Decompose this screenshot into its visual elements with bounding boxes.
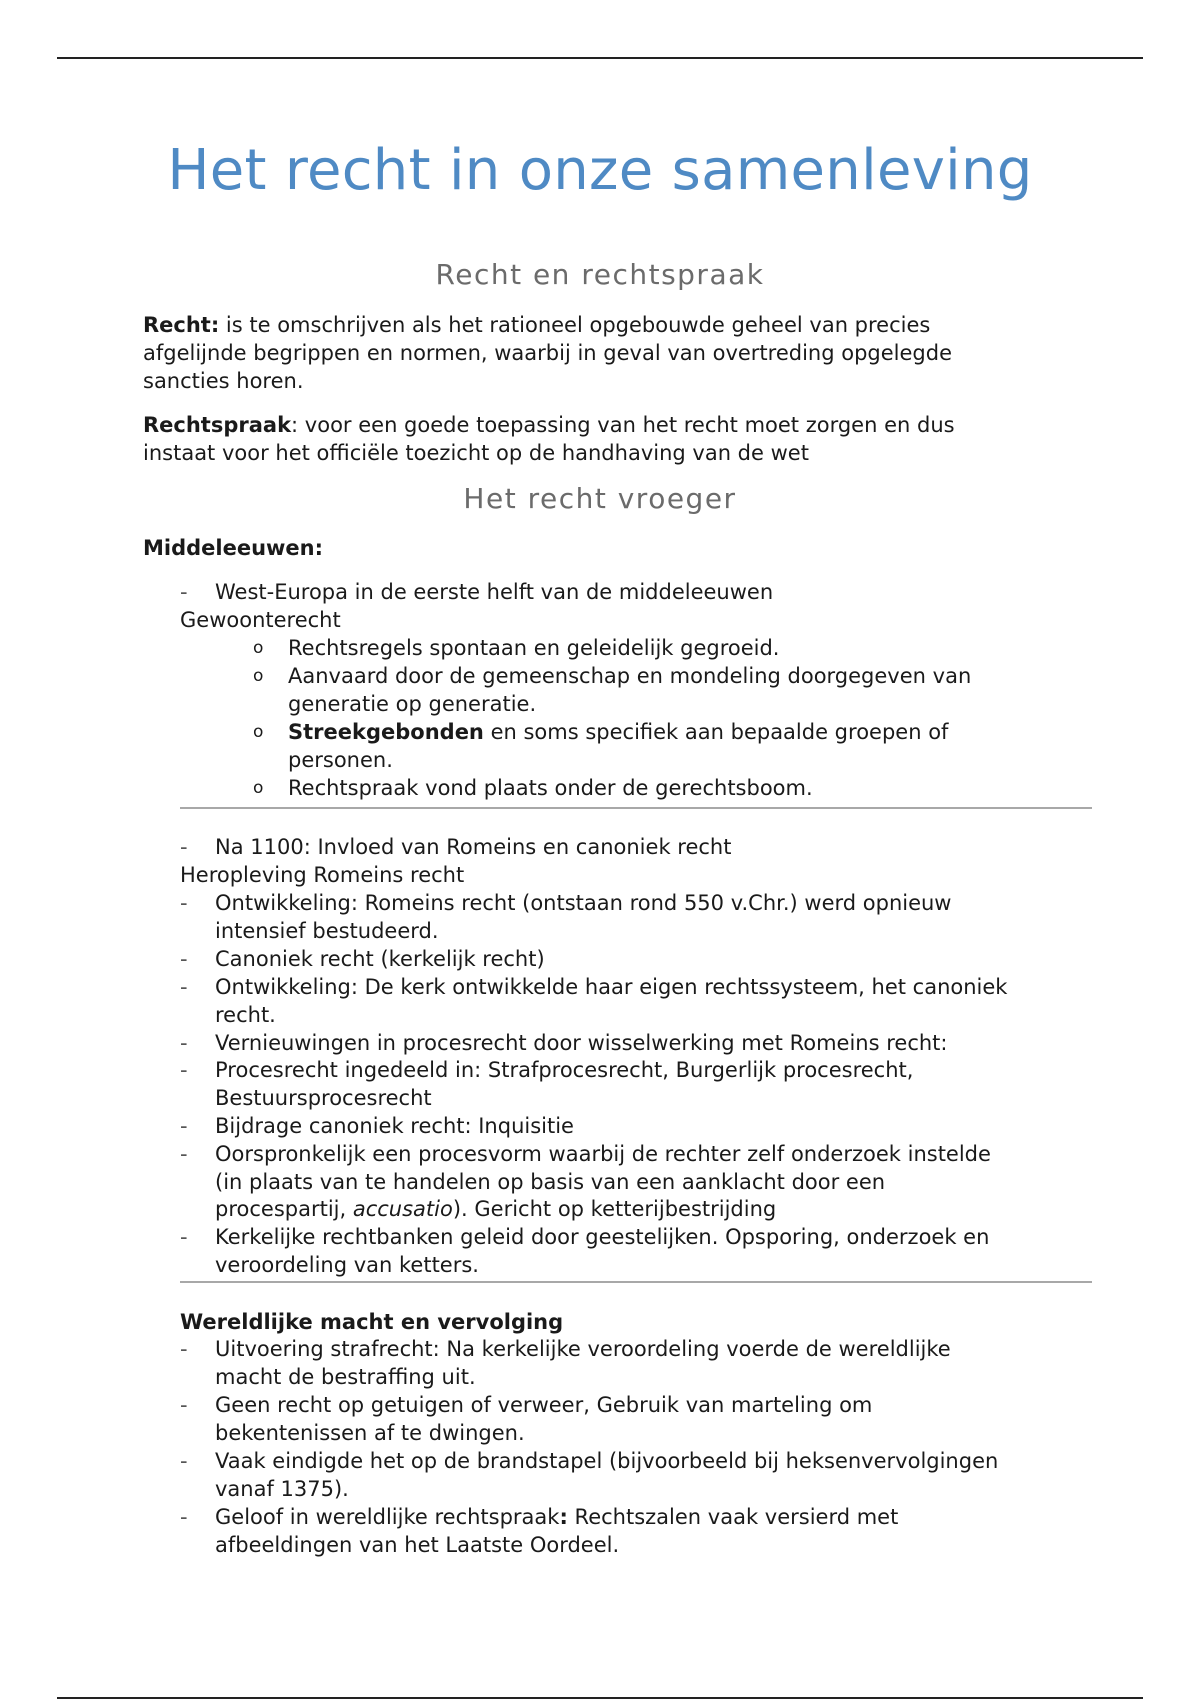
dash-marker: -: [180, 1225, 188, 1249]
list-item: Bijdrage canoniek recht: Inquisitie: [215, 1114, 574, 1138]
recht-term: Recht:: [143, 313, 220, 337]
list-item: Procesrecht ingedeeld in: Strafprocesrecht, Burgerlijk procesrecht,: [215, 1058, 914, 1082]
dash-marker: -: [180, 1337, 188, 1361]
list-item: Oorspronkelijk een procesvorm waarbij de rechter zelf onderzoek instelde: [215, 1142, 991, 1166]
dash-marker: -: [180, 1505, 188, 1529]
dash-marker: -: [180, 947, 188, 971]
circle-bullet-icon: o: [253, 638, 264, 658]
list-item-continuation: veroordeling van ketters.: [215, 1253, 479, 1277]
list-item: Geen recht op getuigen of verweer, Gebruik van marteling om: [215, 1393, 873, 1417]
dash-marker: -: [180, 1058, 188, 1082]
page-title: Het recht in onze samenleving: [167, 138, 1033, 203]
section-divider: [180, 807, 1092, 809]
heading-het-recht-vroeger: Het recht vroeger: [463, 482, 737, 515]
list-item: Vernieuwingen in procesrecht door wisselwerking met Romeins recht:: [215, 1031, 948, 1055]
subheading-gewoonterecht: Gewoonterecht: [180, 608, 341, 632]
list-item: Streekgebonden en soms specifiek aan bepaalde groepen of: [288, 720, 949, 744]
bottom-rule: [57, 1697, 1143, 1699]
list-item: Uitvoering strafrecht: Na kerkelijke veroordeling voerde de wereldlijke: [215, 1337, 951, 1361]
list-item: Rechtsregels spontaan en geleidelijk gegroeid.: [288, 636, 780, 660]
list-item: Geloof in wereldlijke rechtspraak: Rechtszalen vaak versierd met: [215, 1505, 899, 1529]
rechtspraak-definition-line1: Rechtspraak: voor een goede toepassing van het recht moet zorgen en dus: [143, 413, 955, 437]
section-divider: [180, 1281, 1092, 1283]
list-item: Ontwikkeling: De kerk ontwikkelde haar eigen rechtssysteem, het canoniek: [215, 975, 1008, 999]
list-item: Aanvaard door de gemeenschap en mondeling doorgegeven van: [288, 664, 972, 688]
rechtspraak-definition-line2: instaat voor het officiële toezicht op de handhaving van de wet: [143, 441, 809, 465]
subheading-heropleving: Heropleving Romeins recht: [180, 863, 465, 887]
list-item-continuation: procespartij, accusatio). Gericht op ketterijbestrijding: [215, 1197, 777, 1221]
subheading-wereldlijke-macht: Wereldlijke macht en vervolging: [180, 1310, 564, 1334]
dash-marker: -: [180, 580, 188, 604]
list-item-continuation: Bestuursprocesrecht: [215, 1086, 432, 1110]
dash-marker: -: [180, 1393, 188, 1417]
recht-definition-line2: afgelijnde begrippen en normen, waarbij in geval van overtreding opgelegde: [143, 341, 953, 365]
list-item: West-Europa in de eerste helft van de middeleeuwen: [215, 580, 774, 604]
list-item-continuation: recht.: [215, 1003, 276, 1027]
list-item: Canoniek recht (kerkelijk recht): [215, 947, 545, 971]
dash-marker: -: [180, 1142, 188, 1166]
list-item-continuation: generatie op generatie.: [288, 692, 537, 716]
list-item: Kerkelijke rechtbanken geleid door geestelijken. Opsporing, onderzoek en: [215, 1225, 990, 1249]
recht-definition-line3: sancties horen.: [143, 369, 304, 393]
list-item: Ontwikkeling: Romeins recht (ontstaan rond 550 v.Chr.) werd opnieuw: [215, 891, 952, 915]
streekgebonden-term: Streekgebonden: [288, 720, 484, 744]
dash-marker: -: [180, 1114, 188, 1138]
accusatio-term: accusatio: [352, 1197, 453, 1221]
dash-marker: -: [180, 1449, 188, 1473]
heading-recht-en-rechtspraak: Recht en rechtspraak: [435, 258, 765, 291]
circle-bullet-icon: o: [253, 778, 264, 798]
dash-marker: -: [180, 891, 188, 915]
list-item: Na 1100: Invloed van Romeins en canoniek recht: [215, 835, 732, 859]
rechtspraak-term: Rechtspraak: [143, 413, 292, 437]
list-item: Rechtspraak vond plaats onder de gerechtsboom.: [288, 776, 813, 800]
dash-marker: -: [180, 1031, 188, 1055]
list-item-continuation: (in plaats van te handelen op basis van een aanklacht door een: [215, 1170, 886, 1194]
list-item-continuation: afbeeldingen van het Laatste Oordeel.: [215, 1533, 620, 1557]
list-item-continuation: personen.: [288, 748, 393, 772]
list-item-continuation: macht de bestraffing uit.: [215, 1365, 476, 1389]
list-item-continuation: vanaf 1375).: [215, 1477, 349, 1501]
recht-definition-line1: Recht: is te omschrijven als het rationeel opgebouwde geheel van precies: [143, 313, 931, 337]
circle-bullet-icon: o: [253, 722, 264, 742]
circle-bullet-icon: o: [253, 666, 264, 686]
list-item-continuation: intensief bestudeerd.: [215, 919, 439, 943]
dash-marker: -: [180, 835, 188, 859]
middeleeuwen-label: Middeleeuwen:: [143, 536, 324, 560]
top-rule: [57, 57, 1143, 59]
list-item: Vaak eindigde het op de brandstapel (bijvoorbeeld bij heksenvervolgingen: [215, 1449, 999, 1473]
list-item-continuation: bekentenissen af te dwingen.: [215, 1421, 525, 1445]
dash-marker: -: [180, 975, 188, 999]
